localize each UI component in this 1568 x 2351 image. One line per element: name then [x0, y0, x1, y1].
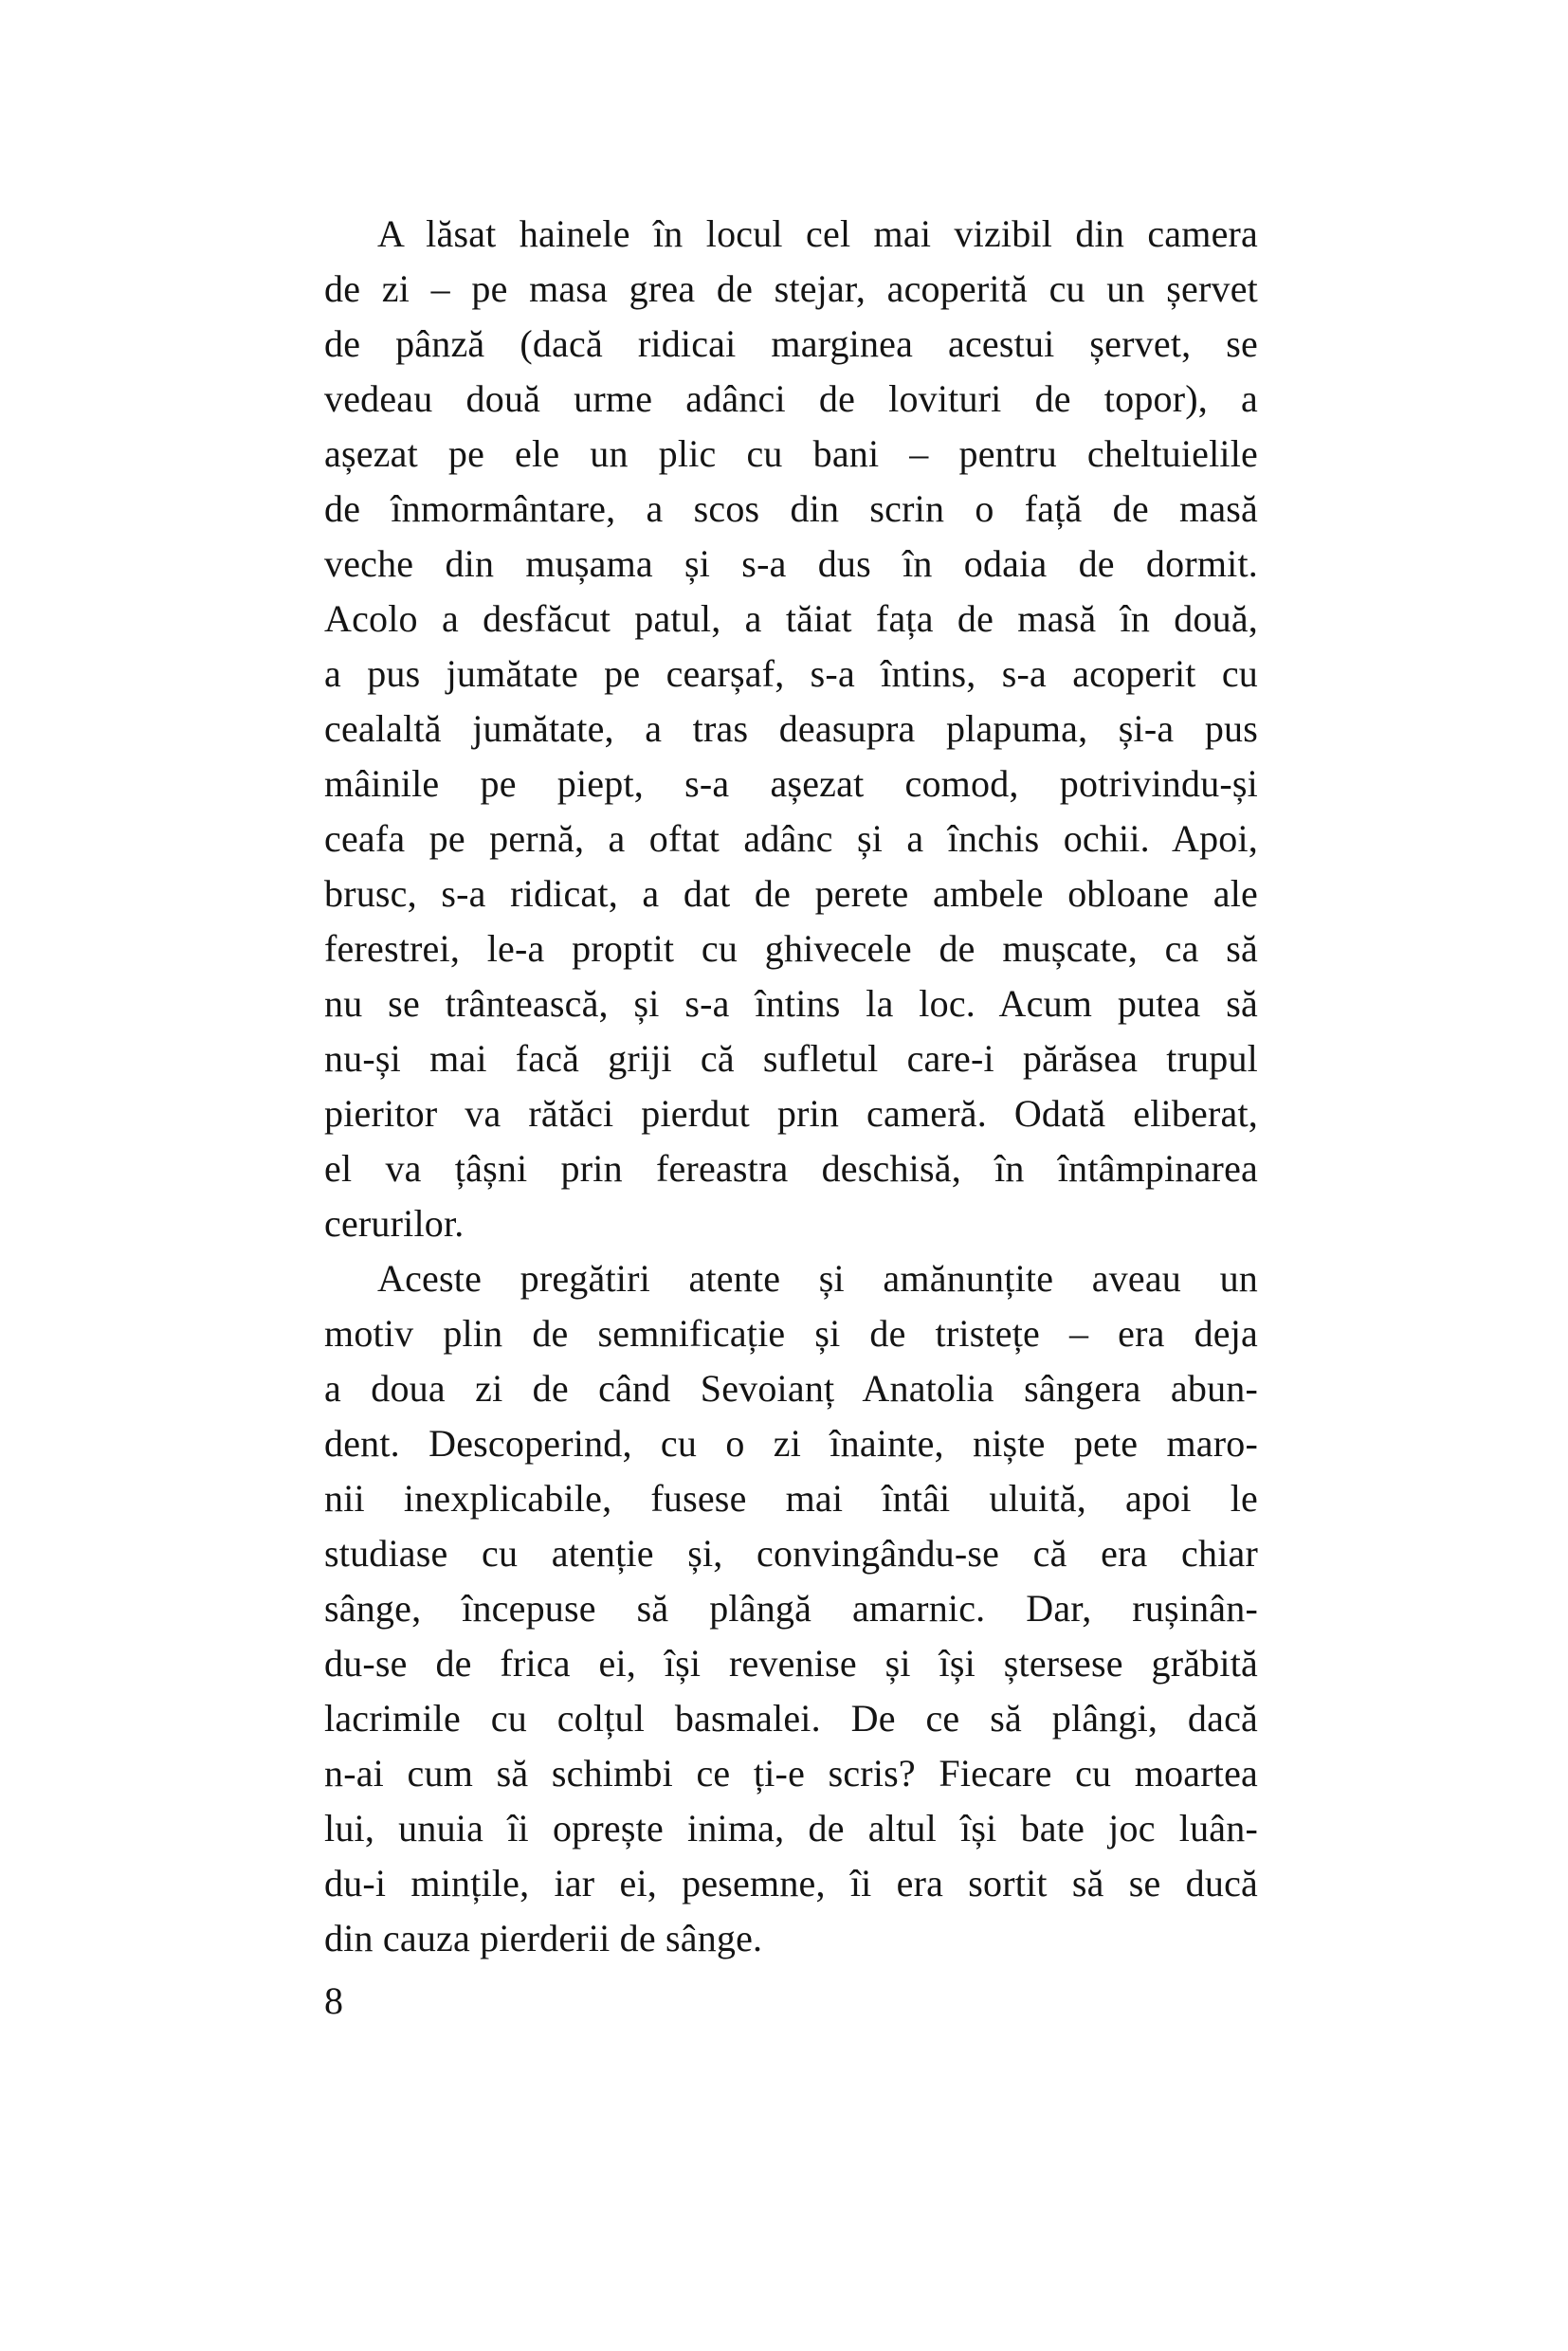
text-line: lacrimile cu colțul basmalei. De ce să plângi, dacă [324, 1697, 1258, 1740]
text-line: dent. Descoperind, cu o zi înainte, niște pete maro- [324, 1422, 1258, 1465]
text-line: lui, unuia îi oprește inima, de altul își bate joc luân- [324, 1807, 1258, 1850]
text-line: A lăsat hainele în locul cel mai vizibil din camera [377, 212, 1258, 255]
text-line: ceafa pe pernă, a oftat adânc și a închis ochii. Apoi, [324, 817, 1258, 860]
text-line: de zi – pe masa grea de stejar, acoperită cu un șervet [324, 267, 1258, 310]
text-line: sânge, începuse să plângă amarnic. Dar, rușinân- [324, 1587, 1258, 1630]
text-line: mâinile pe piept, s-a așezat comod, potrivindu-și [324, 762, 1258, 805]
text-line: de pânză (dacă ridicai marginea acestui șervet, se [324, 322, 1258, 365]
text-line: veche din mușama și s-a dus în odaia de dormit. [324, 542, 1258, 585]
text-line: motiv plin de semnificație și de tristețe – era deja [324, 1312, 1258, 1355]
text-line: Acolo a desfăcut patul, a tăiat fața de masă în două, [324, 597, 1258, 640]
text-line: du-se de frica ei, își revenise și își ștersese grăbită [324, 1642, 1258, 1685]
text-line: nu se trântească, și s-a întins la loc. Acum putea să [324, 982, 1258, 1025]
body-text [324, 207, 1258, 1966]
text-line: n-ai cum să schimbi ce ți-e scris? Fiecare cu moartea [324, 1752, 1258, 1795]
text-line: brusc, s-a ridicat, a dat de perete ambele obloane ale [324, 872, 1258, 915]
text-line: cealaltă jumătate, a tras deasupra plapuma, și-a pus [324, 707, 1258, 750]
text-line: Aceste pregătiri atente și amănunțite aveau un [377, 1257, 1258, 1300]
text-line: ferestrei, le-a proptit cu ghivecele de mușcate, ca să [324, 927, 1258, 970]
text-line: vedeau două urme adânci de lovituri de topor), a [324, 377, 1258, 420]
text-line: du-i mințile, iar ei, pesemne, îi era sortit să se ducă [324, 1862, 1258, 1904]
text-line: studiase cu atenție și, convingându-se că era chiar [324, 1532, 1258, 1575]
page-number: 8 [324, 1979, 343, 2022]
text-line: el va țâșni prin fereastra deschisă, în întâmpinarea [324, 1147, 1258, 1190]
text-line: a pus jumătate pe cearșaf, s-a întins, s-a acoperit cu [324, 652, 1258, 695]
text-line: pieritor va rătăci pierdut prin cameră. Odată eliberat, [324, 1092, 1258, 1135]
text-line: cerurilor. [324, 1202, 465, 1245]
text-line: din cauza pierderii de sânge. [324, 1917, 763, 1959]
text-line: nii inexplicabile, fusese mai întâi uluită, apoi le [324, 1477, 1258, 1520]
text-line: așezat pe ele un plic cu bani – pentru cheltuielile [324, 432, 1258, 475]
text-line: nu-și mai facă griji că sufletul care-i părăsea trupul [324, 1037, 1258, 1080]
text-line: a doua zi de când Sevoianț Anatolia sângera abun- [324, 1367, 1258, 1410]
text-line: de înmormântare, a scos din scrin o față de masă [324, 487, 1258, 530]
